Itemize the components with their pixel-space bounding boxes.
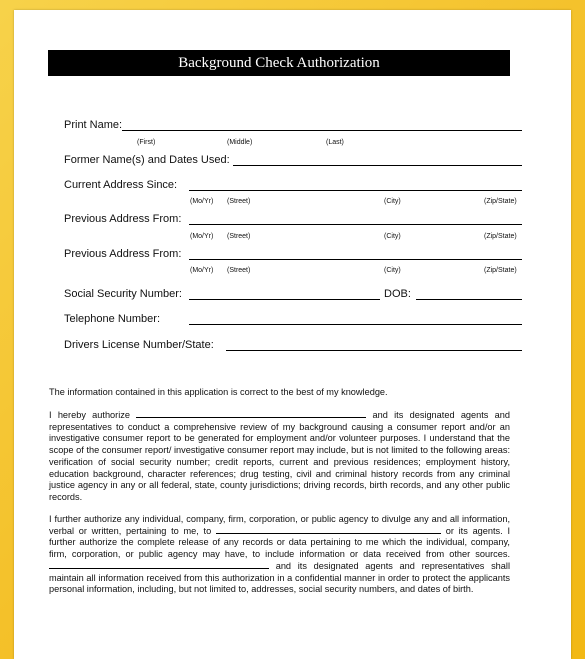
confidential-party-field[interactable] xyxy=(49,568,269,569)
telephone-label: Telephone Number: xyxy=(64,313,161,325)
former-names-field[interactable] xyxy=(233,165,522,166)
prev2-moyr-caption: (Mo/Yr) xyxy=(190,267,214,274)
drivers-license-field[interactable] xyxy=(226,350,522,351)
former-names-label: Former Name(s) and Dates Used: xyxy=(64,154,230,166)
authorized-party-field[interactable] xyxy=(136,417,366,418)
auth1-lead-text: I hereby authorize xyxy=(49,410,130,420)
print-name-field[interactable] xyxy=(122,130,522,131)
first-caption: (First) xyxy=(137,139,156,146)
prev2-city-caption: (City) xyxy=(384,267,401,274)
last-caption: (Last) xyxy=(326,139,344,146)
previous-address-2-label: Previous Address From: xyxy=(64,248,182,260)
ssn-label: Social Security Number: xyxy=(64,288,182,300)
previous-address-2-field[interactable] xyxy=(189,259,522,260)
prev2-zip-caption: (Zip/State) xyxy=(484,267,517,274)
prev1-moyr-caption: (Mo/Yr) xyxy=(190,233,214,240)
prev1-zip-caption: (Zip/State) xyxy=(484,233,517,240)
ssn-field[interactable] xyxy=(189,299,380,300)
auth2-middle-text: or its agents. I further authorize the complete release of any records or data pertaining to me which the individual, company, firm, corporation, or public agency may have, to include information or data received from other sources. xyxy=(49,525,510,560)
dob-label: DOB: xyxy=(384,288,411,300)
auth1-body-text: and its designated agents and representatives to conduct a comprehensive review of my background causing a consumer report and/or an investigative consumer report to be generated for employment and/or volunteer purposes. I understand that the scope of the consumer report/ investigative consumer report may include, but is not limited to the following areas: verification of social security number; credit reports, current and previous residences; employment history, education background, character references; drug testing, civil and criminal history records from any criminal justice agency in any or all federal, state, county jurisdictions; driving records, birth records, and any other public records. xyxy=(49,410,511,502)
previous-address-1-field[interactable] xyxy=(189,224,522,225)
form-title: Background Check Authorization xyxy=(48,50,510,76)
current-city-caption: (City) xyxy=(384,198,401,205)
dob-field[interactable] xyxy=(416,299,522,300)
current-address-label: Current Address Since: xyxy=(64,179,178,191)
prev2-street-caption: (Street) xyxy=(227,267,251,274)
middle-caption: (Middle) xyxy=(227,139,253,146)
authorization-paragraph-2 xyxy=(49,514,510,596)
intro-statement: The information contained in this application is correct to the best of my knowledge. xyxy=(49,387,388,397)
prev1-city-caption: (City) xyxy=(384,233,401,240)
release-party-field[interactable] xyxy=(216,533,441,534)
prev1-street-caption: (Street) xyxy=(227,233,251,240)
auth2-end-text: and its designated agents and representatives shall maintain all information received from this authorization in a confidential manner in order to protect the applicants personal information, including, but not limited to, addresses, social security numbers, and dates of birth. xyxy=(49,560,510,595)
current-address-field[interactable] xyxy=(189,190,522,191)
previous-address-1-label: Previous Address From: xyxy=(64,213,182,225)
drivers-license-label: Drivers License Number/State: xyxy=(64,339,214,351)
authorization-paragraph-1 xyxy=(49,410,510,504)
current-zip-caption: (Zip/State) xyxy=(484,198,517,205)
auth2-lead-text: I further authorize any individual, company, firm, corporation, or public agency to divulge any and all information, verbal or written, pertaining to me, to xyxy=(49,514,510,536)
current-moyr-caption: (Mo/Yr) xyxy=(190,198,214,205)
current-street-caption: (Street) xyxy=(227,198,251,205)
print-name-label: Print Name: xyxy=(64,119,123,131)
telephone-field[interactable] xyxy=(189,324,522,325)
